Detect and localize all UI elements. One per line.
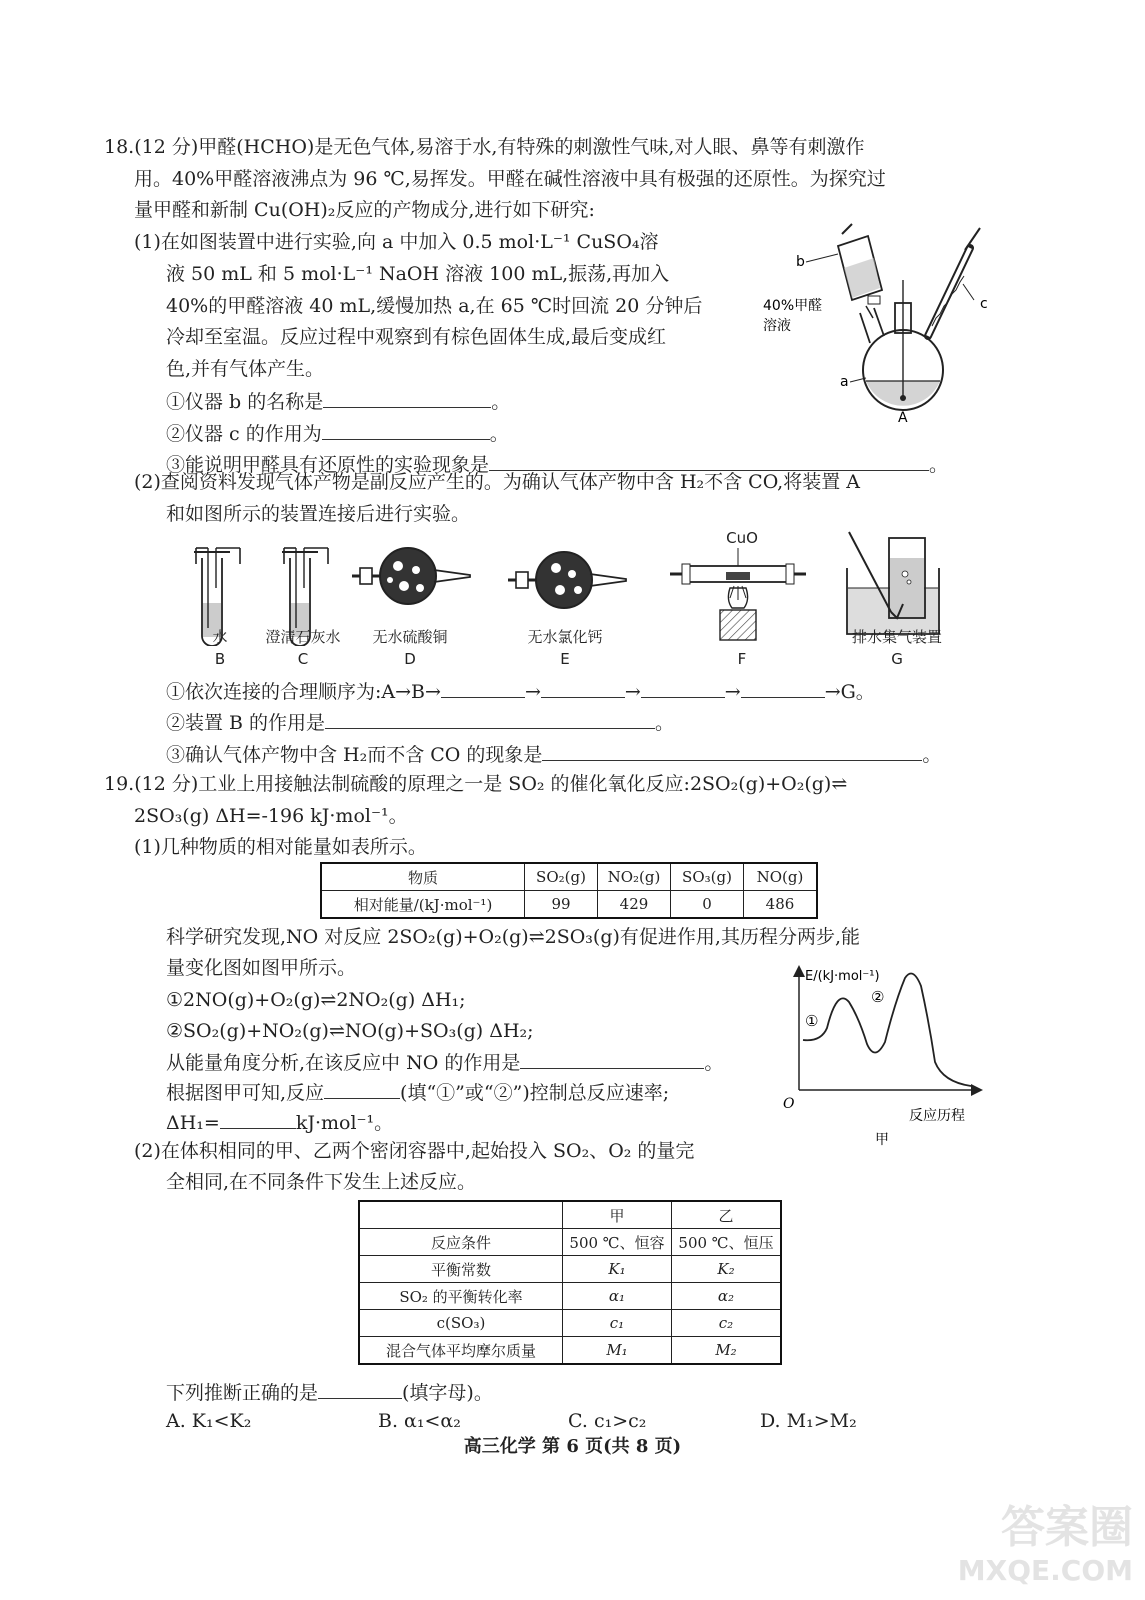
table-cell: SO₃(g) <box>671 863 744 891</box>
table-row <box>359 1337 781 1365</box>
q19-text5-label: ΔH₁= <box>166 1112 220 1134</box>
q18-p2-line1: (2)查阅资料发现气体产物是副反应产生的。为确认气体产物中含 H₂不含 CO,将装置 A <box>134 471 860 493</box>
table-cell: α₁ <box>563 1283 672 1310</box>
q19-text5-unit: kJ·mol⁻¹。 <box>295 1112 394 1134</box>
q18-sub2: ②仪器 c 的作用为 。 <box>166 419 509 447</box>
apparatus-b-letter: B <box>214 650 226 668</box>
apparatus-f-letter: F <box>737 650 747 668</box>
table-cell: α₂ <box>672 1283 782 1310</box>
option-a[interactable]: A. K₁<K₂ <box>166 1410 252 1432</box>
conditions-table <box>358 1200 782 1365</box>
table-row <box>321 863 817 891</box>
fig1-label-A: A <box>898 410 908 426</box>
relative-energy-table <box>320 862 818 919</box>
apparatus-g-icon <box>847 532 939 634</box>
order-end: →G。 <box>824 681 875 703</box>
answer-blank-step[interactable] <box>324 1078 400 1099</box>
q18-p1-line2: 液 50 mL 和 5 mol·L⁻¹ NaOH 溶液 100 mL,振荡,再加入 <box>166 263 670 285</box>
answer-blank-c[interactable] <box>322 419 490 440</box>
q18-p1-line5: 色,并有气体产生。 <box>166 358 325 380</box>
table-cell: SO₂(g) <box>525 863 598 891</box>
q18-sub1-text: ①仪器 b 的名称是 <box>166 391 324 413</box>
table-cell: 物质 <box>321 863 525 891</box>
table-cell: 甲 <box>563 1201 672 1229</box>
q18-p1-line4: 冷却至室温。反应过程中观察到有棕色固体生成,最后变成红 <box>166 326 667 348</box>
q18-s2-sub3: ③确认气体产物中含 H₂而不含 CO 的现象是 。 <box>166 740 941 768</box>
table-cell: NO(g) <box>744 863 818 891</box>
table-row <box>359 1310 781 1337</box>
q19-reaction1: ①2NO(g)+O₂(g)⇌2NO₂(g) ΔH₁; <box>166 989 466 1011</box>
graph-peak1-label: ① <box>805 1012 819 1030</box>
apparatus-g-name: 排水集气装置 <box>851 628 942 646</box>
q19-text3-label: 从能量角度分析,在该反应中 NO 的作用是 <box>166 1052 521 1074</box>
q18-line1: 18.(12 分)甲醛(HCHO)是无色气体,易溶于水,有特殊的刺激性气味,对人眼、鼻等有刺激作 <box>104 136 865 158</box>
fig1-label-b: b <box>796 254 805 270</box>
apparatus-c-name: 澄清石灰水 <box>265 628 341 646</box>
answer-blank-dh1[interactable] <box>220 1108 296 1129</box>
table-cell <box>359 1201 563 1229</box>
order-arrow-3: → <box>724 681 741 703</box>
table-cell: NO₂(g) <box>598 863 671 891</box>
q19-text3: 从能量角度分析,在该反应中 NO 的作用是 。 <box>166 1048 723 1076</box>
watermark-top: 答案圈 <box>1001 1502 1133 1553</box>
energy-profile-graph <box>775 962 990 1152</box>
q19-reaction2: ②SO₂(g)+NO₂(g)⇌NO(g)+SO₃(g) ΔH₂; <box>166 1020 534 1042</box>
q19-text5 <box>166 1108 393 1136</box>
apparatus-f-cuo-label: CuO <box>726 529 758 547</box>
answer-blank-device-b[interactable] <box>325 708 655 729</box>
table-cell: K₁ <box>563 1256 672 1283</box>
graph-caption: 甲 <box>875 1132 889 1148</box>
apparatus-e-icon <box>508 552 626 608</box>
graph-ylabel: E/(kJ·mol⁻¹) <box>805 969 880 984</box>
q18-p1-line3: 40%的甲醛溶液 40 mL,缓慢加热 a,在 65 ℃时回流 20 分钟后 <box>166 295 703 317</box>
q19-text4-label: 根据图甲可知,反应 <box>166 1082 325 1104</box>
table-row <box>359 1201 781 1229</box>
table-cell: M₂ <box>672 1337 782 1365</box>
q18-sub2-text: ②仪器 c 的作用为 <box>166 423 322 445</box>
order-blank-1[interactable] <box>441 677 525 698</box>
option-b[interactable]: B. α₁<α₂ <box>378 1410 461 1432</box>
apparatus-e-letter: E <box>560 650 570 668</box>
q19-text4-end: (填“①”或“②”)控制总反应速率; <box>400 1082 670 1104</box>
q18-s2-sub2-text: ②装置 B 的作用是 <box>166 712 326 734</box>
watermark-logo <box>913 1502 1133 1594</box>
answer-blank-no-role[interactable] <box>520 1048 704 1069</box>
order-blank-3[interactable] <box>641 677 725 698</box>
q19-text4 <box>166 1078 669 1106</box>
watermark-bottom: MXQE.COM <box>957 1554 1133 1587</box>
graph-origin: O <box>783 1096 795 1112</box>
q18-sub3: ③能说明甲醛具有还原性的实验现象是 。 <box>166 450 948 478</box>
q19-p1: (1)几种物质的相对能量如表所示。 <box>134 836 427 858</box>
q18-line2: 用。40%甲醛溶液沸点为 96 ℃,易挥发。甲醛在碱性溶液中具有极强的还原性。为探究过 <box>134 168 886 190</box>
table-cell: c₂ <box>672 1310 782 1337</box>
option-d[interactable]: D. M₁>M₂ <box>760 1410 857 1432</box>
table-cell: c₁ <box>563 1310 672 1337</box>
table-row <box>359 1229 781 1256</box>
table-cell: 0 <box>671 891 744 919</box>
fig1-label-solution: 溶液 <box>763 318 791 334</box>
table-cell: M₁ <box>563 1337 672 1365</box>
table-cell: K₂ <box>672 1256 782 1283</box>
reflux-apparatus-figure <box>760 218 1000 428</box>
q18-s2-sub2: ②装置 B 的作用是 。 <box>166 708 674 736</box>
table-row <box>321 891 817 919</box>
order-arrow-1: → <box>524 681 541 703</box>
apparatus-e-name: 无水氯化钙 <box>527 628 603 646</box>
table-cell: 相对能量/(kJ·mol⁻¹) <box>321 891 525 919</box>
order-blank-4[interactable] <box>741 677 825 698</box>
graph-peak2-label: ② <box>871 988 885 1006</box>
q18-s2-sub3-text: ③确认气体产物中含 H₂而不含 CO 的现象是 <box>166 744 543 766</box>
apparatus-d-letter: D <box>404 650 416 668</box>
fig1-label-a: a <box>840 374 849 390</box>
table-cell: 99 <box>525 891 598 919</box>
q19-question <box>166 1378 493 1406</box>
q18-sub1: ①仪器 b 的名称是 。 <box>166 387 510 415</box>
table-cell: 平衡常数 <box>359 1256 563 1283</box>
q19-p2-line2: 全相同,在不同条件下发生上述反应。 <box>166 1171 477 1193</box>
q19-question-text: 下列推断正确的是 <box>166 1382 319 1404</box>
q19-text2: 量变化图如图甲所示。 <box>166 957 357 979</box>
answer-blank-b[interactable] <box>323 387 491 408</box>
table-cell: 反应条件 <box>359 1229 563 1256</box>
answer-blank-choice[interactable] <box>318 1378 402 1399</box>
q18-p2-line2: 和如图所示的装置连接后进行实验。 <box>166 503 471 525</box>
table-cell: 乙 <box>672 1201 782 1229</box>
table-cell: 486 <box>744 891 818 919</box>
table-cell: 500 ℃、恒容 <box>563 1229 672 1256</box>
order-blank-2[interactable] <box>541 677 625 698</box>
fig1-label-formaldehyde: 40%甲醛 <box>763 298 823 314</box>
q19-line2: 2SO₃(g) ΔH=-196 kJ·mol⁻¹。 <box>134 805 408 827</box>
apparatus-b-name: 水 <box>212 628 228 646</box>
q19-p2-line1: (2)在体积相同的甲、乙两个密闭容器中,起始投入 SO₂、O₂ 的量完 <box>134 1140 695 1162</box>
q19-question-end: (填字母)。 <box>402 1382 493 1404</box>
apparatus-d-icon <box>352 548 470 604</box>
fig1-label-c: c <box>980 296 988 312</box>
answer-blank-reduction[interactable] <box>489 450 929 471</box>
answer-blank-h2-co[interactable] <box>542 740 922 761</box>
table-cell: c(SO₃) <box>359 1310 563 1337</box>
table-cell: 429 <box>598 891 671 919</box>
q18-s2-sub1 <box>166 677 875 705</box>
table-cell: SO₂ 的平衡转化率 <box>359 1283 563 1310</box>
table-cell: 500 ℃、恒压 <box>672 1229 782 1256</box>
q18-line3: 量甲醛和新制 Cu(OH)₂反应的产物成分,进行如下研究: <box>134 199 595 221</box>
apparatus-c-letter: C <box>297 650 309 668</box>
q18-p1-line1: (1)在如图装置中进行实验,向 a 中加入 0.5 mol·L⁻¹ CuSO₄溶 <box>134 231 659 253</box>
apparatus-g-letter: G <box>891 650 903 668</box>
q19-text1: 科学研究发现,NO 对反应 2SO₂(g)+O₂(g)⇌2SO₃(g)有促进作用,其历程分两步,能 <box>166 926 860 948</box>
page-footer: 高三化学 第 6 页(共 8 页) <box>463 1436 682 1457</box>
q18-s2-sub1-text: ①依次连接的合理顺序为:A→B→ <box>166 681 441 703</box>
q18-sub3-text: ③能说明甲醛具有还原性的实验现象是 <box>166 454 490 476</box>
apparatus-f-icon <box>670 548 806 640</box>
table-cell: 混合气体平均摩尔质量 <box>359 1337 563 1365</box>
q19-line1: 19.(12 分)工业上用接触法制硫酸的原理之一是 SO₂ 的催化氧化反应:2SO₂(g)+O₂(g)⇌ <box>104 773 848 795</box>
table-row <box>359 1283 781 1310</box>
table-row <box>359 1256 781 1283</box>
graph-xlabel: 反应历程 <box>909 1108 965 1124</box>
order-arrow-2: → <box>624 681 641 703</box>
apparatus-d-name: 无水硫酸铜 <box>372 628 448 646</box>
option-c[interactable]: C. c₁>c₂ <box>568 1410 647 1432</box>
